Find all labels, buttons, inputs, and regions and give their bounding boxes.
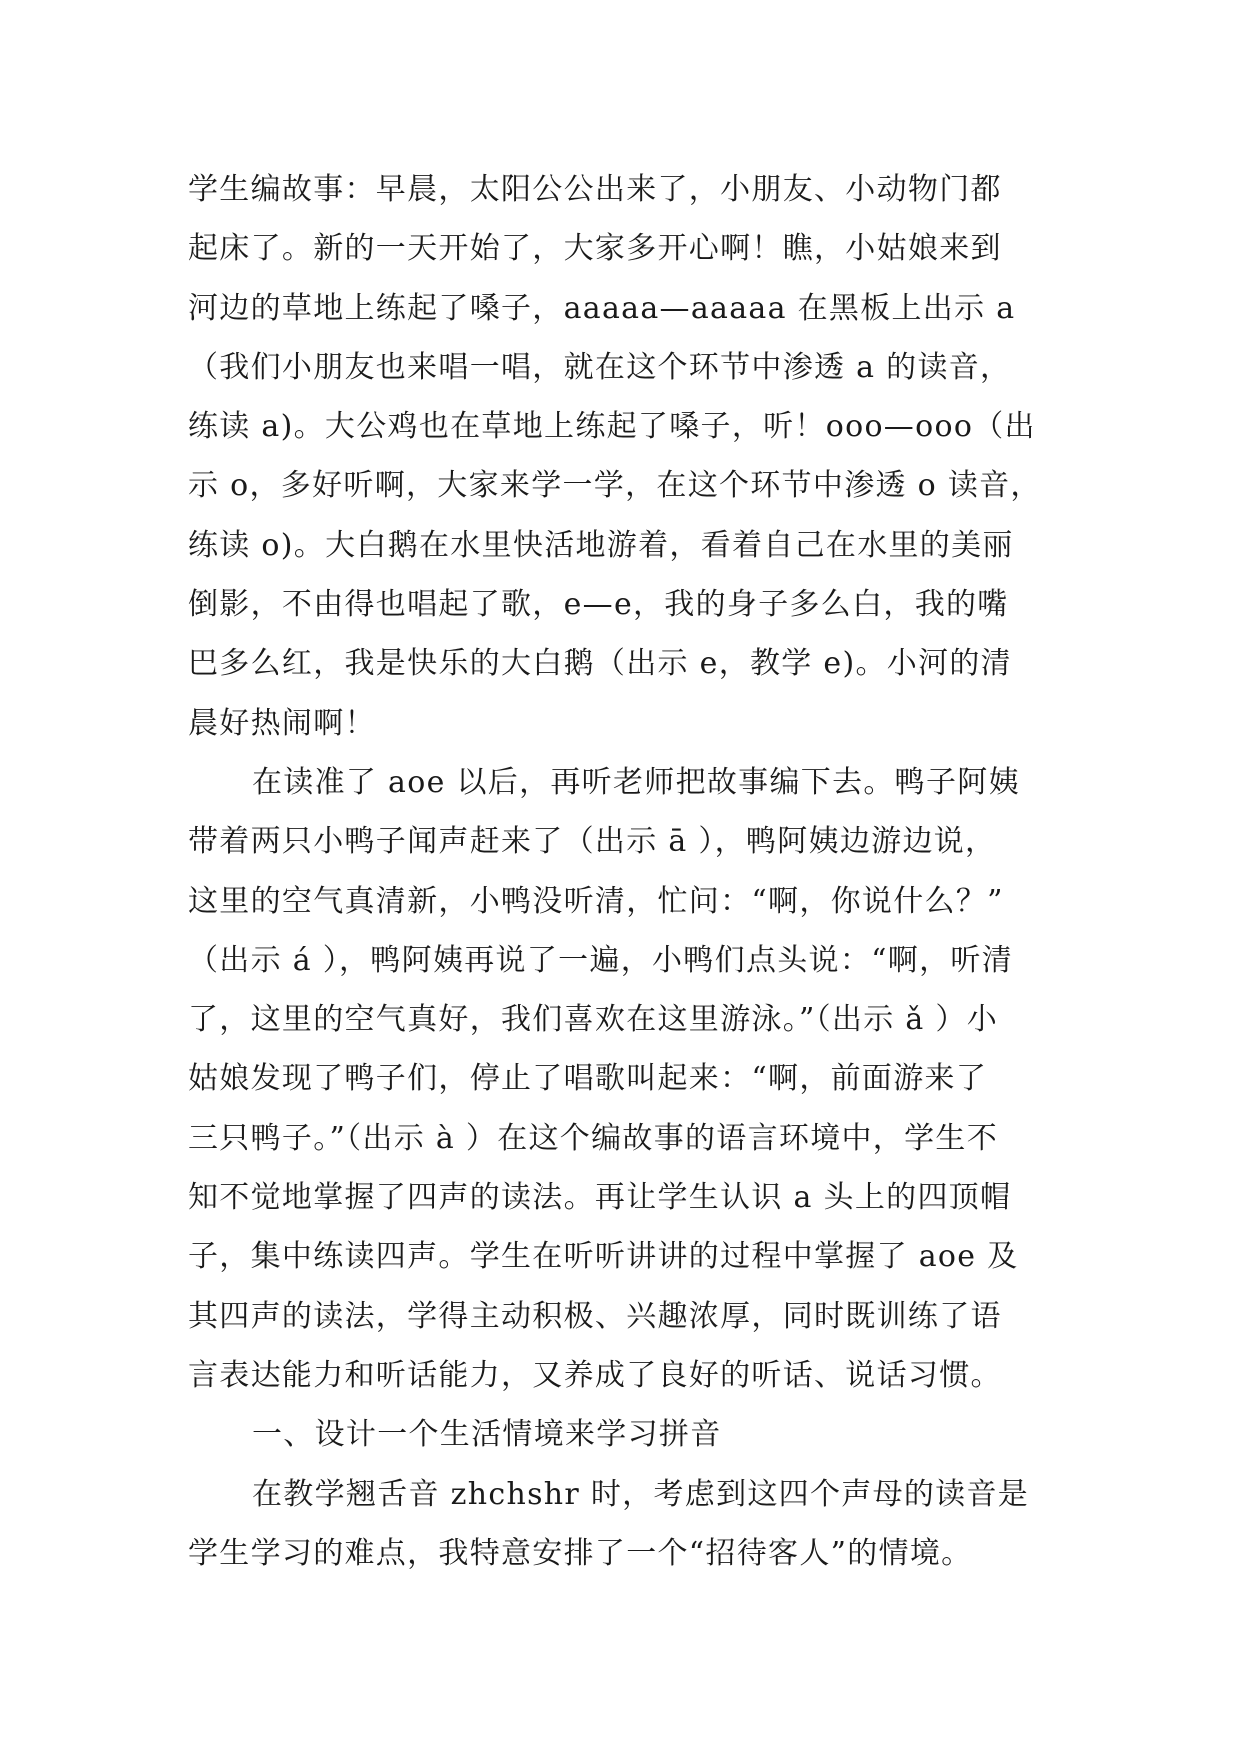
text-line: （我们小朋友也来唱一唱，就在这个环节中渗透 a 的读音， bbox=[188, 349, 1012, 385]
text-line: 练读 a)。大公鸡也在草地上练起了嗓子，听！ooo—ooo（出 bbox=[188, 409, 1036, 445]
text-line: 了，这里的空气真好，我们喜欢在这里游泳。”（出示 ǎ ）小 bbox=[188, 1002, 998, 1038]
text-line: 在读准了 aoe 以后，再听老师把故事编下去。鸭子阿姨 bbox=[252, 764, 1020, 800]
text-line: 学生学习的难点，我特意安排了一个“招待客人”的情境。 bbox=[188, 1535, 973, 1571]
text-line: 河边的草地上练起了嗓子，aaaaa—aaaaa 在黑板上出示 a bbox=[188, 290, 1016, 326]
text-line: 其四声的读法，学得主动积极、兴趣浓厚，同时既训练了语 bbox=[188, 1298, 1002, 1334]
text-line: 三只鸭子。”（出示 à ）在这个编故事的语言环境中，学生不 bbox=[188, 1120, 998, 1156]
body-text bbox=[188, 160, 1068, 1583]
text-line: 晨好热闹啊！ bbox=[188, 705, 376, 741]
text-line: 巴多么红，我是快乐的大白鹅（出示 e，教学 e)。小河的清 bbox=[188, 646, 1012, 682]
text-line: 这里的空气真清新，小鸭没听清，忙问：“啊，你说什么？” bbox=[188, 883, 1004, 919]
text-line: 练读 o)。大白鹅在水里快活地游着，看着自己在水里的美丽 bbox=[188, 527, 1014, 563]
text-line: 示 o，多好听啊，大家来学一学，在这个环节中渗透 o 读音， bbox=[188, 468, 1042, 504]
text-line: 言表达能力和听话能力，又养成了良好的听话、说话习惯。 bbox=[188, 1357, 1002, 1393]
text-line: 在教学翘舌音 zhchshr 时，考虑到这四个声母的读音是 bbox=[252, 1476, 1030, 1512]
text-line: 知不觉地掌握了四声的读法。再让学生认识 a 头上的四顶帽 bbox=[188, 1180, 1012, 1216]
text-line: 姑娘发现了鸭子们，停止了唱歌叫起来：“啊，前面游来了 bbox=[188, 1061, 988, 1097]
text-line: 学生编故事：早晨，太阳公公出来了，小朋友、小动物门都 bbox=[188, 172, 1002, 207]
text-line: 起床了。新的一天开始了，大家多开心啊！瞧，小姑娘来到 bbox=[188, 231, 1002, 267]
text-line: 带着两只小鸭子闻声赶来了（出示 ā ），鸭阿姨边游边说， bbox=[188, 824, 997, 860]
text-line: 一、设计一个生活情境来学习拼音 bbox=[252, 1417, 722, 1453]
text-line: 子，集中练读四声。学生在听听讲讲的过程中掌握了 aoe 及 bbox=[188, 1239, 1019, 1275]
text-line: 倒影，不由得也唱起了歌，e—e，我的身子多么白，我的嘴 bbox=[188, 587, 1009, 623]
text-line: （出示 á ），鸭阿姨再说了一遍，小鸭们点头说：“啊，听清 bbox=[188, 942, 1013, 978]
